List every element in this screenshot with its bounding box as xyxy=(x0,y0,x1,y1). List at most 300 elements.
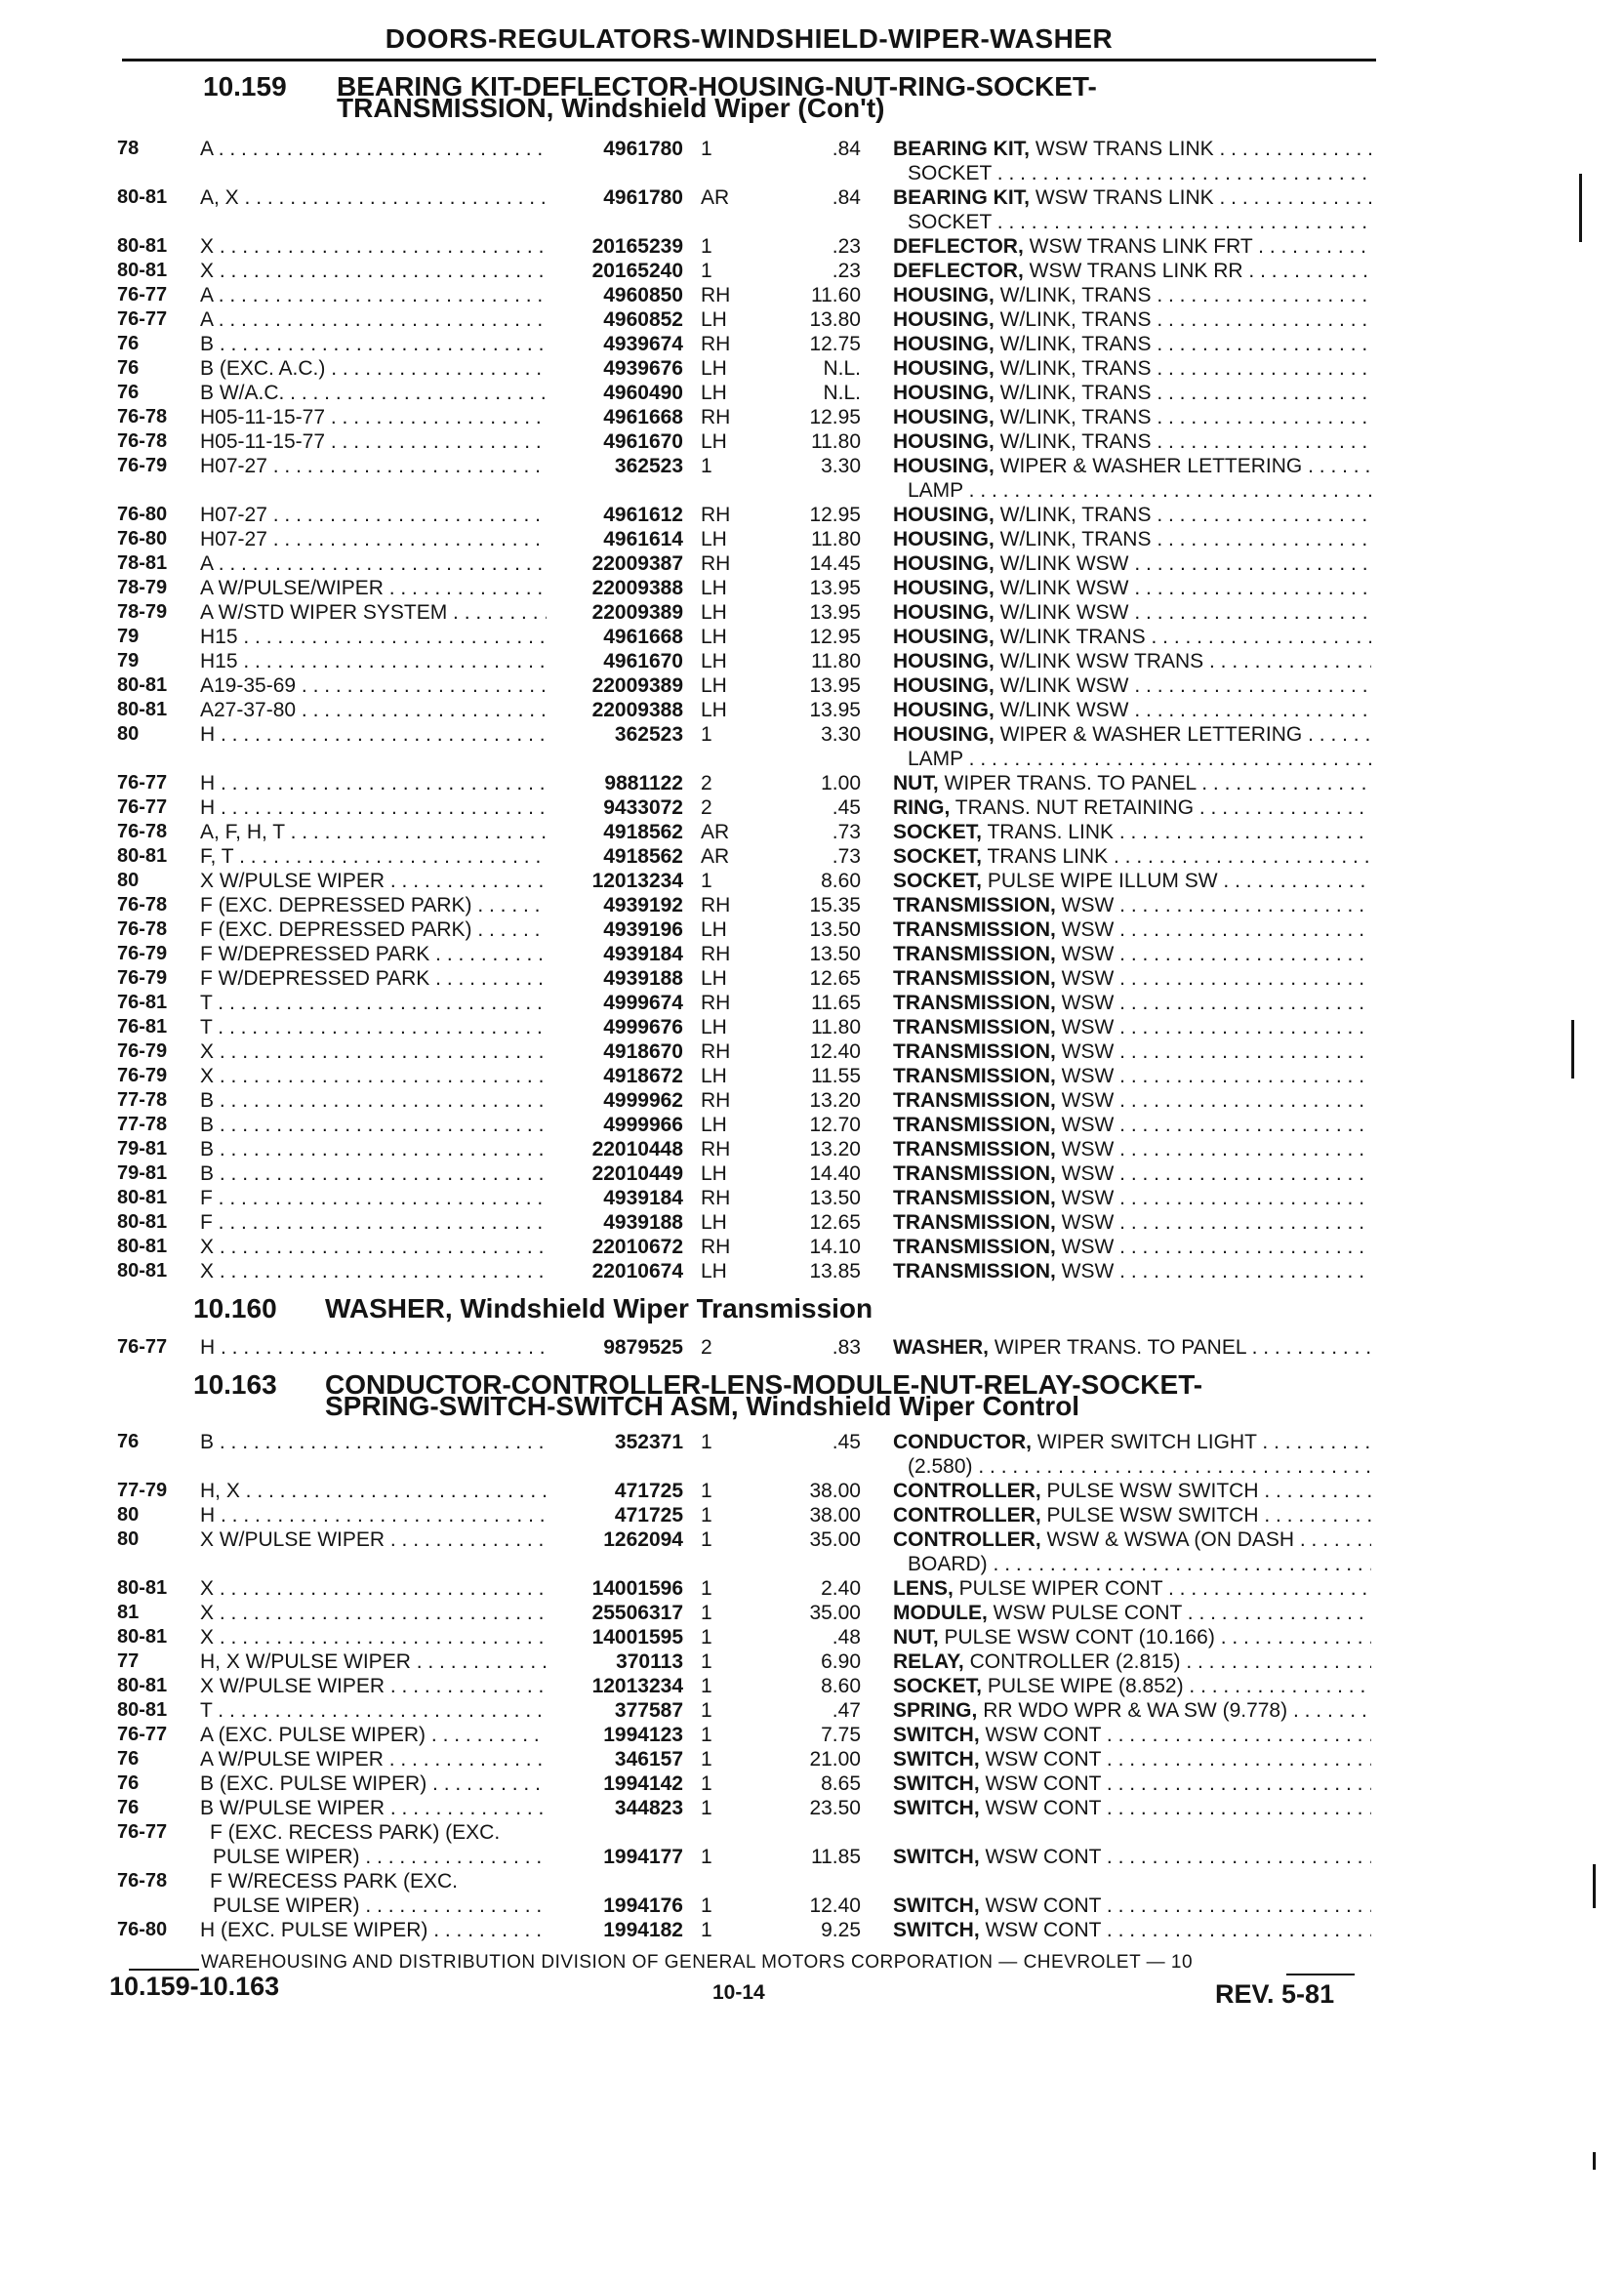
parts-row xyxy=(0,1039,1624,1064)
model-applicability: A19-35-69 . . . xyxy=(200,673,547,698)
part-number: 4961670 xyxy=(603,650,683,672)
parts-row xyxy=(0,1186,1624,1210)
part-number: 4960490 xyxy=(603,382,683,404)
year-range: 80-81 xyxy=(117,1187,168,1208)
part-detail: WSW xyxy=(1055,967,1115,990)
part-description xyxy=(893,966,1371,991)
quantity: 1 xyxy=(701,1748,712,1771)
quantity: AR xyxy=(701,821,730,843)
parts-row xyxy=(0,1137,1624,1161)
model-applicability: A . . . xyxy=(200,551,547,576)
parts-row xyxy=(0,1527,1624,1552)
part-number: 22009388 xyxy=(591,577,683,599)
part-name: HOUSING, xyxy=(893,650,995,672)
part-number: 1994142 xyxy=(603,1772,683,1795)
part-number: 4999674 xyxy=(603,992,683,1014)
price: 23.50 xyxy=(809,1797,861,1819)
part-name: NUT, xyxy=(893,1626,939,1649)
price: 8.65 xyxy=(821,1772,861,1795)
parts-row xyxy=(0,332,1624,356)
quantity: RH xyxy=(701,504,731,526)
price: .73 xyxy=(832,845,861,868)
parts-row xyxy=(0,551,1624,576)
quantity: LH xyxy=(701,1016,727,1038)
price: .45 xyxy=(832,1431,861,1453)
model-applicability: X . . . xyxy=(200,234,547,259)
price: 35.00 xyxy=(809,1528,861,1551)
quantity: LH xyxy=(701,1162,727,1185)
part-number: 4960852 xyxy=(603,308,683,331)
quantity: LH xyxy=(701,601,727,624)
part-name: SWITCH, xyxy=(893,1846,980,1868)
price: 9.25 xyxy=(821,1919,861,1941)
year-range: 77-78 xyxy=(117,1089,168,1111)
price: 12.40 xyxy=(809,1894,861,1917)
binding-mark xyxy=(1579,174,1582,242)
part-detail: WSW xyxy=(1055,1016,1115,1038)
part-description xyxy=(893,1430,1371,1454)
year-range: 76-77 xyxy=(117,1336,168,1358)
parts-row xyxy=(0,576,1624,600)
price: 12.75 xyxy=(809,333,861,355)
parts-row xyxy=(0,503,1624,527)
part-description xyxy=(893,1335,1371,1360)
part-description xyxy=(893,1723,1371,1747)
model-applicability: A (EXC. PULSE WIPER) . . . xyxy=(200,1723,547,1747)
model-applicability: F (EXC. DEPRESSED PARK) . . . xyxy=(200,917,547,942)
part-name: SWITCH, xyxy=(893,1919,980,1941)
year-range: 78-79 xyxy=(117,577,168,598)
part-name: HOUSING, xyxy=(893,357,995,380)
part-description xyxy=(893,234,1371,259)
year-range: 80-81 xyxy=(117,1260,168,1282)
quantity: LH xyxy=(701,528,727,550)
part-name: TRANSMISSION, xyxy=(893,894,1056,916)
parts-row xyxy=(0,259,1624,283)
model-applicability: X W/PULSE WIPER . . . xyxy=(200,1527,547,1552)
binding-mark xyxy=(1593,2152,1596,2170)
part-number: 9879525 xyxy=(603,1336,683,1359)
model-applicability: H . . . xyxy=(200,771,547,795)
quantity: 1 xyxy=(701,723,712,746)
part-description xyxy=(893,356,1371,381)
part-description xyxy=(893,1625,1371,1649)
part-name: HOUSING, xyxy=(893,382,995,404)
footer-revision: REV. 5-81 xyxy=(1215,1979,1335,2009)
part-description xyxy=(893,1893,1371,1918)
part-detail: WSW xyxy=(1055,992,1115,1014)
part-name: HOUSING, xyxy=(893,308,995,331)
part-number: 352371 xyxy=(614,1431,683,1453)
year-range: 76 xyxy=(117,1772,140,1794)
part-number: 471725 xyxy=(614,1480,683,1502)
quantity: RH xyxy=(701,1187,731,1209)
year-range: 80 xyxy=(117,1504,140,1526)
part-description xyxy=(893,771,1371,795)
year-range: 76-77 xyxy=(117,1821,168,1843)
part-number: 4961780 xyxy=(603,186,683,209)
part-name: TRANSMISSION, xyxy=(893,918,1056,941)
year-range: 80-81 xyxy=(117,1577,168,1599)
parts-row xyxy=(0,1088,1624,1113)
price: 13.95 xyxy=(809,674,861,697)
year-range: 76 xyxy=(117,1797,140,1818)
part-description xyxy=(893,942,1371,966)
year-range: 76-80 xyxy=(117,1919,168,1940)
part-description xyxy=(893,991,1371,1015)
part-description xyxy=(893,1015,1371,1039)
part-number: 4939184 xyxy=(603,1187,683,1209)
part-description xyxy=(893,722,1371,747)
price: 11.85 xyxy=(811,1846,861,1868)
quantity: 2 xyxy=(701,1336,712,1359)
description-continuation: SOCKET . . . xyxy=(908,210,1371,234)
model-applicability: T . . . xyxy=(200,1015,547,1039)
section-number: 10.160 xyxy=(193,1293,277,1323)
parts-row xyxy=(0,356,1624,381)
part-description xyxy=(893,1259,1371,1283)
model-applicability: H . . . xyxy=(200,795,547,820)
parts-row xyxy=(0,1503,1624,1527)
model-applicability: X . . . xyxy=(200,1259,547,1283)
part-name: TRANSMISSION, xyxy=(893,1114,1056,1136)
parts-row xyxy=(0,600,1624,625)
year-range: 79 xyxy=(117,650,140,672)
part-number: 4939188 xyxy=(603,1211,683,1234)
part-name: TRANSMISSION, xyxy=(893,1187,1056,1209)
part-detail: WSW TRANS LINK RR xyxy=(1023,260,1243,282)
parts-row xyxy=(0,893,1624,917)
quantity: LH xyxy=(701,1260,727,1282)
part-description xyxy=(893,1137,1371,1161)
part-name: HOUSING, xyxy=(893,284,995,306)
part-name: DEFLECTOR, xyxy=(893,260,1024,282)
quantity: 1 xyxy=(701,1772,712,1795)
part-detail: TRANS. NUT RETAINING xyxy=(950,796,1195,819)
parts-row xyxy=(0,1918,1624,1942)
part-name: HOUSING, xyxy=(893,552,995,575)
model-applicability: A . . . xyxy=(200,283,547,307)
part-number: 22010674 xyxy=(591,1260,683,1282)
quantity: RH xyxy=(701,943,731,965)
model-applicability: T . . . xyxy=(200,991,547,1015)
part-description xyxy=(893,1161,1371,1186)
part-detail: WSW CONT xyxy=(979,1894,1102,1917)
parts-row xyxy=(0,1796,1624,1820)
part-name: SPRING, xyxy=(893,1699,978,1722)
part-description xyxy=(893,1674,1371,1698)
part-description xyxy=(893,1601,1371,1625)
footer-section-range: 10.159-10.163 xyxy=(109,1972,280,2001)
price: 7.75 xyxy=(821,1724,861,1746)
part-detail: WSW xyxy=(1055,1162,1115,1185)
section-title-line-1: WASHER, Windshield Wiper Transmission xyxy=(325,1293,873,1323)
parts-row xyxy=(0,1015,1624,1039)
quantity: RH xyxy=(701,333,731,355)
year-range: 76-79 xyxy=(117,943,168,964)
quantity: LH xyxy=(701,650,727,672)
part-number: 370113 xyxy=(616,1650,683,1673)
year-range: 76 xyxy=(117,357,140,379)
part-detail: WSW xyxy=(1055,1260,1115,1282)
year-range: 76-78 xyxy=(117,1870,168,1892)
model-applicability: H . . . xyxy=(200,722,547,747)
quantity: LH xyxy=(701,626,727,648)
part-name: HOUSING, xyxy=(893,723,995,746)
year-range: 80 xyxy=(117,870,140,891)
part-number: 4939192 xyxy=(603,894,683,916)
part-detail: TRANS LINK xyxy=(982,845,1109,868)
part-detail: W/LINK, TRANS xyxy=(994,382,1152,404)
part-description xyxy=(893,1039,1371,1064)
part-number: 4918672 xyxy=(603,1065,683,1087)
part-detail: W/LINK, TRANS xyxy=(994,430,1152,453)
year-range: 80-81 xyxy=(117,186,168,208)
part-detail: W/LINK, TRANS xyxy=(994,528,1152,550)
part-name: DEFLECTOR, xyxy=(893,235,1024,258)
part-number: 4961668 xyxy=(603,406,683,428)
quantity: 1 xyxy=(701,1699,712,1722)
year-range: 79-81 xyxy=(117,1138,168,1160)
year-range: 76-81 xyxy=(117,1016,168,1038)
price: 13.50 xyxy=(809,943,861,965)
model-applicability: A W/PULSE WIPER . . . xyxy=(200,1747,547,1771)
quantity: RH xyxy=(701,992,731,1014)
model-applicability: H07-27 . . . xyxy=(200,454,547,478)
part-name: TRANSMISSION, xyxy=(893,1138,1056,1160)
section-title-line-2: SPRING-SWITCH-SWITCH ASM, Windshield Wiper Control xyxy=(325,1391,1080,1421)
header-rule xyxy=(122,59,1376,61)
model-applicability: A . . . xyxy=(200,307,547,332)
part-number: 25506317 xyxy=(591,1602,683,1624)
year-range: 80-81 xyxy=(117,1236,168,1257)
price: 14.40 xyxy=(809,1162,861,1185)
part-name: WASHER, xyxy=(893,1336,990,1359)
parts-row xyxy=(0,722,1624,747)
quantity: 1 xyxy=(701,1626,712,1649)
part-name: HOUSING, xyxy=(893,455,995,477)
part-detail: PULSE WSW SWITCH xyxy=(1040,1504,1259,1527)
parts-row xyxy=(0,1771,1624,1796)
part-number: 362523 xyxy=(614,455,683,477)
continuation-line xyxy=(0,210,1624,234)
part-detail: W/LINK, TRANS xyxy=(994,333,1152,355)
quantity: LH xyxy=(701,699,727,721)
part-detail: WSW xyxy=(1055,1065,1115,1087)
part-detail: PULSE WIPER CONT xyxy=(953,1577,1163,1600)
part-name: BEARING KIT, xyxy=(893,138,1031,160)
year-range: 76-78 xyxy=(117,918,168,940)
parts-row-header xyxy=(0,1820,1624,1845)
quantity: 2 xyxy=(701,772,712,794)
quantity: AR xyxy=(701,186,730,209)
price: .84 xyxy=(832,138,861,160)
model-applicability: H (EXC. PULSE WIPER) . . . xyxy=(200,1918,547,1942)
footer-rule xyxy=(1286,1974,1355,1975)
part-description xyxy=(893,503,1371,527)
footer-division-text: WAREHOUSING AND DISTRIBUTION DIVISION OF GENERAL MOTORS CORPORATION — CHEVROLET — 10 xyxy=(201,1952,1194,1973)
part-description xyxy=(893,1698,1371,1723)
model-applicability: A W/PULSE/WIPER . . . xyxy=(200,576,547,600)
quantity: 1 xyxy=(701,1504,712,1527)
parts-row xyxy=(0,1649,1624,1674)
quantity: LH xyxy=(701,357,727,380)
model-applicability: H07-27 . . . xyxy=(200,503,547,527)
quantity: 1 xyxy=(701,1846,712,1868)
section-title-line-1: BEARING KIT-DEFLECTOR-HOUSING-NUT-RING-SOCKET- xyxy=(337,71,1097,102)
model-applicability: H, X W/PULSE WIPER . . . xyxy=(200,1649,547,1674)
model-applicability: B . . . xyxy=(200,1088,547,1113)
part-description xyxy=(893,1845,1371,1869)
price: 11.60 xyxy=(811,284,861,306)
part-number: 1994123 xyxy=(603,1724,683,1746)
model-applicability: F W/DEPRESSED PARK . . . xyxy=(200,966,547,991)
year-range: 80 xyxy=(117,723,140,745)
parts-row xyxy=(0,991,1624,1015)
year-range: 76-79 xyxy=(117,455,168,476)
part-number: 346157 xyxy=(614,1748,683,1771)
quantity: 1 xyxy=(701,1650,712,1673)
part-name: TRANSMISSION, xyxy=(893,1260,1056,1282)
part-description xyxy=(893,454,1371,478)
parts-row xyxy=(0,283,1624,307)
part-name: SOCKET, xyxy=(893,845,983,868)
quantity: LH xyxy=(701,577,727,599)
price: .47 xyxy=(832,1699,861,1722)
parts-row xyxy=(0,405,1624,429)
part-description xyxy=(893,844,1371,869)
model-applicability: B (EXC. PULSE WIPER) . . . xyxy=(200,1771,547,1796)
part-number: 4999962 xyxy=(603,1089,683,1112)
part-description xyxy=(893,332,1371,356)
price: 13.80 xyxy=(809,308,861,331)
model-applicability: X . . . xyxy=(200,1601,547,1625)
part-detail: RR WDO WPR & WA SW (9.778) xyxy=(977,1699,1288,1722)
part-detail: PULSE WIPE ILLUM SW xyxy=(982,870,1218,892)
part-description xyxy=(893,1527,1371,1552)
part-description xyxy=(893,527,1371,551)
part-detail: WSW TRANS LINK FRT xyxy=(1023,235,1253,258)
parts-row xyxy=(0,771,1624,795)
price: 14.45 xyxy=(809,552,861,575)
part-number: 9881122 xyxy=(604,772,683,794)
parts-row xyxy=(0,1747,1624,1771)
part-number: 4999676 xyxy=(603,1016,683,1038)
price: .23 xyxy=(832,260,861,282)
quantity: AR xyxy=(701,845,730,868)
year-range: 76-78 xyxy=(117,430,168,452)
part-number: 22010672 xyxy=(591,1236,683,1258)
parts-row xyxy=(0,1479,1624,1503)
part-name: HOUSING, xyxy=(893,333,995,355)
part-number: 4960850 xyxy=(603,284,683,306)
model-applicability: B . . . xyxy=(200,1113,547,1137)
price: 11.65 xyxy=(811,992,861,1014)
continuation-line xyxy=(0,747,1624,771)
part-description xyxy=(893,698,1371,722)
parts-row xyxy=(0,454,1624,478)
part-detail: WSW xyxy=(1055,943,1115,965)
part-name: HOUSING, xyxy=(893,626,995,648)
part-name: BEARING KIT, xyxy=(893,186,1031,209)
part-number: 22010448 xyxy=(591,1138,683,1160)
description-continuation: SOCKET . . . xyxy=(908,161,1371,185)
price: .84 xyxy=(832,186,861,209)
part-detail: WSW CONT xyxy=(979,1919,1102,1941)
year-range: 80-81 xyxy=(117,674,168,696)
part-detail: WSW CONT xyxy=(979,1748,1102,1771)
price: 12.70 xyxy=(809,1114,861,1136)
price: 3.30 xyxy=(821,723,861,746)
part-description xyxy=(893,576,1371,600)
continuation-line xyxy=(0,1552,1624,1576)
price: 13.20 xyxy=(809,1089,861,1112)
part-number: 14001595 xyxy=(591,1626,683,1649)
part-number: 4961614 xyxy=(603,528,683,550)
part-name: CONTROLLER, xyxy=(893,1504,1041,1527)
part-number: 4939188 xyxy=(603,967,683,990)
parts-row xyxy=(0,1601,1624,1625)
part-number: 4961780 xyxy=(603,138,683,160)
price: N.L. xyxy=(823,357,861,380)
part-detail: WIPER & WASHER LETTERING xyxy=(994,723,1303,746)
price: .83 xyxy=(832,1336,861,1359)
part-name: CONTROLLER, xyxy=(893,1480,1041,1502)
part-name: RELAY, xyxy=(893,1650,964,1673)
part-detail: W/LINK, TRANS xyxy=(994,308,1152,331)
year-range: 80-81 xyxy=(117,1675,168,1696)
part-number: 344823 xyxy=(614,1797,683,1819)
part-number: 4999966 xyxy=(603,1114,683,1136)
parts-row xyxy=(0,673,1624,698)
quantity: RH xyxy=(701,1236,731,1258)
year-range: 76-77 xyxy=(117,772,168,794)
part-number: 362523 xyxy=(614,723,683,746)
part-name: SWITCH, xyxy=(893,1894,980,1917)
price: 11.80 xyxy=(811,528,861,550)
part-name: CONDUCTOR, xyxy=(893,1431,1032,1453)
year-range: 80-81 xyxy=(117,260,168,281)
part-description xyxy=(893,307,1371,332)
part-number: 22009387 xyxy=(591,552,683,575)
part-description xyxy=(893,649,1371,673)
section-number: 10.163 xyxy=(193,1369,277,1400)
part-detail: WSW CONT xyxy=(979,1797,1102,1819)
model-applicability: H, X . . . xyxy=(200,1479,547,1503)
price: 13.50 xyxy=(809,1187,861,1209)
price: 12.65 xyxy=(809,967,861,990)
part-detail: CONTROLLER (2.815) xyxy=(963,1650,1181,1673)
part-detail: W/LINK, TRANS xyxy=(994,284,1152,306)
part-number: 4939196 xyxy=(603,918,683,941)
part-description xyxy=(893,1771,1371,1796)
parts-row xyxy=(0,1674,1624,1698)
parts-row xyxy=(0,869,1624,893)
binding-mark xyxy=(1571,1020,1574,1079)
parts-row xyxy=(0,625,1624,649)
parts-row xyxy=(0,1113,1624,1137)
part-detail: W/LINK TRANS xyxy=(994,626,1146,648)
model-applicability: X . . . xyxy=(200,259,547,283)
price: 11.80 xyxy=(811,430,861,453)
year-range: 80-81 xyxy=(117,1211,168,1233)
model-applicability: X . . . xyxy=(200,1039,547,1064)
model-applicability: F, T . . . xyxy=(200,844,547,869)
quantity: RH xyxy=(701,406,731,428)
part-number: 1994182 xyxy=(603,1919,683,1941)
year-range: 80-81 xyxy=(117,1699,168,1721)
price: 6.90 xyxy=(821,1650,861,1673)
